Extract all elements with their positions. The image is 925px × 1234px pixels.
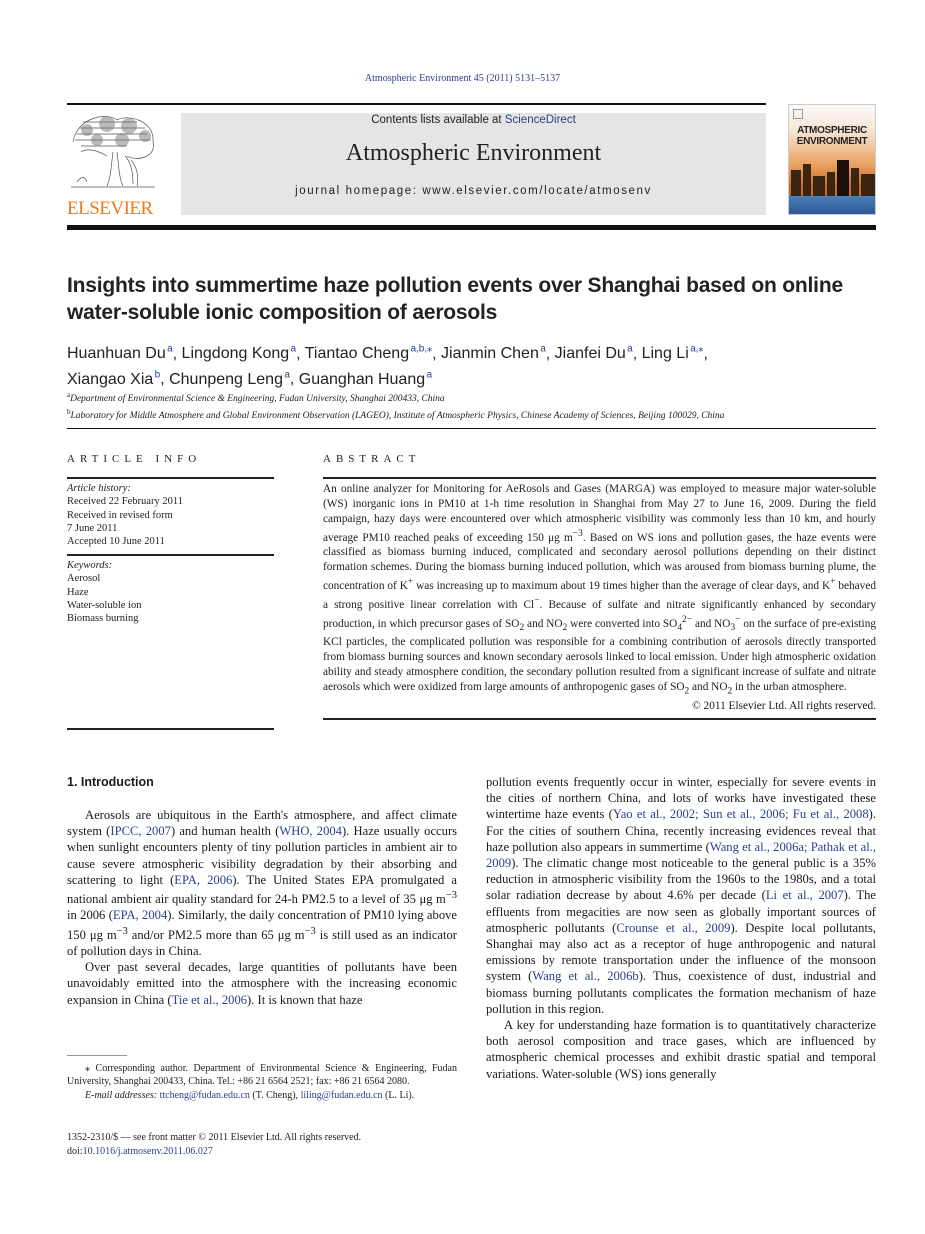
affiliation-mark: a [67, 391, 71, 399]
author-name: Guanghan Huang [298, 370, 426, 388]
citation-link[interactable]: Crounse et al., 2009 [616, 920, 731, 935]
abstract-heading: ABSTRACT [323, 453, 421, 465]
affiliation-marker[interactable]: a [167, 344, 173, 355]
author[interactable] [642, 345, 704, 362]
doi-link[interactable]: 10.1016/j.atmosenv.2011.06.027 [82, 1145, 213, 1157]
header-rule [67, 103, 766, 105]
keyword: Water-soluble ion [67, 599, 142, 611]
affiliation-marker[interactable]: b [154, 369, 161, 381]
author-name: Jianmin Chen [441, 345, 539, 363]
contents-prefix: Contents lists available at [371, 114, 505, 126]
citation-link[interactable]: EPA, 2006 [174, 872, 233, 887]
author[interactable] [555, 345, 633, 362]
author[interactable] [441, 345, 546, 362]
running-head[interactable]: Atmospheric Environment 45 (2011) 5131–5137 [364, 73, 561, 84]
journal-title: Atmospheric Environment [345, 140, 602, 166]
affiliation-mark: b [67, 408, 71, 417]
author-list: Huanhuan Du $^a$, Lingdong Kong $^a$, Tiantao Cheng $^{a,b,⁎}$, Jianmin Chen $^a$, Jianfei Du $^a$, Ling Li $^{a,⁎}$, Xiangao Xia $^b$, Chunpeng Leng $^a$, Guanghan Huang $^a$ [67, 344, 708, 388]
paragraph: Aerosols are ubiquitous in the Earth's atmosphere, and affect climate system (IPCC, 2007) and human health (WHO, 2004). Haze usually occurs when sunlight encounters plenty of tiny pollution particles in ambient air to cause severe atmospheric visibility degradation by their absorbing and scattering to light (EPA, 2006). The United States EPA promulgated a national ambient air quality standard for 24-h PM2.5 to a level of 35 μg $m^{-3}$ in 2006 (EPA, 2004). Similarly, the daily concentration of PM10 lying above 150 μg $m^{-3}$ and/or PM2.5 more than 65 μg $m^{-3}$ is still used as an indicator of pollution days in China. [67, 808, 458, 958]
divider [67, 554, 274, 556]
header-thick-rule [67, 225, 876, 230]
elsevier-tree-icon [67, 112, 159, 192]
citation-link[interactable]: Tie et al., 2006 [171, 992, 248, 1007]
journal-masthead [181, 113, 766, 215]
email-owner: (T. Cheng), [249, 1089, 301, 1101]
affiliation-a [67, 389, 877, 406]
journal-cover-thumbnail[interactable] [788, 104, 876, 215]
email-link-cheng[interactable]: ttcheng@fudan.edu.cn [159, 1089, 250, 1101]
affiliation-marker[interactable]: a [290, 344, 297, 355]
abstract-panel [323, 453, 876, 720]
cover-title [789, 125, 875, 147]
city-skyline-icon [789, 156, 876, 196]
article-info-panel [67, 453, 274, 625]
author[interactable] [67, 371, 160, 388]
keywords-label: Keywords: [67, 559, 113, 571]
citation-link[interactable]: Li et al., 2007 [765, 888, 844, 903]
body-column-left [67, 774, 457, 1008]
affiliation-marker[interactable]: a [284, 369, 290, 381]
corresponding-author-note: ⁎ Corresponding author. Department of Environmental Science & Engineering, Fudan University, Shanghai 200433, China. Tel.: +86 21 6564 2521; fax: +86 21 6564 2080. [67, 1063, 457, 1088]
affiliation-text: Laboratory for Middle Atmosphere and Global Environment Observation (LAGEO), Institute of Atmospheric Physics, Chinese Academy of Sciences, Beijing 100029, China [70, 411, 725, 422]
affiliation-marker[interactable]: a,b,⁎ [410, 344, 433, 355]
citation-link[interactable]: EPA, 2004 [112, 908, 168, 923]
author-name: Tiantao Cheng [304, 345, 410, 363]
abstract-copyright: © 2011 Elsevier Ltd. All rights reserved. [692, 700, 876, 713]
cover-water [789, 196, 876, 214]
doi-line [67, 1145, 467, 1159]
journal-homepage-link[interactable]: journal homepage: www.elsevier.com/locate/atmosenv [295, 185, 652, 197]
author-name: Xiangao Xia [67, 370, 154, 388]
author[interactable] [169, 371, 290, 388]
citation-link[interactable]: Wang et al., 2006b [532, 969, 639, 984]
issn-line: 1352-2310/$ — see front matter © 2011 Elsevier Ltd. All rights reserved. [67, 1132, 362, 1143]
footnotes [67, 1062, 457, 1102]
footnote-rule [67, 1055, 127, 1056]
history-item: Received in revised form [67, 509, 173, 521]
cover-logo-icon [793, 109, 803, 119]
author-name: Chunpeng Leng [169, 370, 283, 388]
history-item: 7 June 2011 [67, 522, 118, 534]
author[interactable] [67, 345, 173, 362]
keyword: Aerosol [67, 573, 101, 585]
history-item: Received 22 February 2011 [67, 496, 183, 508]
divider [323, 718, 876, 720]
cover-title-line2: ENVIRONMENT [796, 136, 868, 147]
history-item: Accepted 10 June 2011 [67, 536, 165, 548]
author[interactable] [305, 345, 432, 362]
author-name: Jianfei Du [554, 345, 626, 363]
citation-link[interactable]: WHO, 2004 [279, 824, 342, 839]
email-owner: (L. Li). [382, 1089, 415, 1101]
affiliation-marker[interactable]: a [540, 344, 546, 355]
affiliations [67, 389, 877, 423]
section-heading-introduction: 1. Introduction [67, 775, 154, 789]
divider [67, 477, 274, 479]
citation-link[interactable]: Yao et al., 2002; Sun et al., 2006; Fu et al., 2008 [612, 807, 869, 822]
author[interactable] [182, 345, 297, 362]
cover-title-line1: ATMOSPHERIC [797, 125, 867, 136]
keyword: Haze [67, 586, 89, 598]
author-name: Lingdong Kong [181, 345, 290, 363]
issn-doi-block [67, 1131, 467, 1158]
affiliation-text: Department of Environmental Science & Engineering, Fudan University, Shanghai 200433, China [70, 394, 445, 405]
abstract-text: An online analyzer for Monitoring for AeRosols and Gases (MARGA) was employed to measure major water-soluble (WS) inorganic ions in PM10 at 1-h time resolution in Shanghai from May 27 to June 16, 2009. During the field campaign, hazy days were encountered over which atmospheric visibility was commonly less than 10 km, and hourly average PM10 reached peaks of exceeding 150 μg $m^{-3}$. Based on WS ions and pollution gases, the haze events were classified as biomass burning induced, complicated and secondary aerosol pollutions depending on their distinct formation schemes. During the biomass burning induced pollution, which was aroused from biomass burning plume, the concentration of K+ was increasing up to maximum about 19 times higher than the average of clear days, and K+ behaved a strong positive linear correlation with Cl−. Because of sulfate and nitrate significantly enhanced by secondary production, in which precursor gases of $SO_2$ and $NO_2$ were converted into $SO_4^{2-}$ and $NO_3^-$ on the surface of pre-existing KCl particles, the complicated pollution was responsible for a combining contribution of aerosols directly transported from biomass burning sources and known secondary aerosols linked to local emission. Under high atmospheric oxidation ability and steady atmosphere condition, the secondary pollution resulted from a significant increase of sulfate and nitrate aerosols which were oxidized from large amounts of anthropogenic gases of $SO_2$ and $NO_2$ in the urban atmosphere. [323, 483, 876, 697]
email-note [67, 1089, 457, 1102]
paragraph: pollution events frequently occur in winter, especially for severe events in the cities of northern China, and lots of works have investigated these wintertime haze events (Yao et al., 2002; Sun et al., 2006; Fu et al., 2008). For the cities of southern China, recently increasing evidences reveal that haze pollution also appears in summertime (Wang et al., 2006a; Pathak et al., 2009). The climatic change most noticeable to the general public is a 35% reduction in atmospheric visibility from the 1960s to the 1980s, and a total solar radiation decrease by about 4.6% per decade (Li et al., 2007). The effluents from megacities are now seen as globally important sources of atmospheric pollutants (Crounse et al., 2009). Despite local pollutants, Shanghai may also act as a receptor of huge anthropogenic and natural emissions by remote transportation under the influence of the monsoon system (Wang et al., 2006b). Thus, coexistence of dust, industrial and biomass burning pollutants complicates the formation mechanism of haze pollution in this region. [486, 775, 877, 1016]
affiliation-b [67, 406, 877, 423]
paragraph: Over past several decades, large quantities of pollutants have been unavoidably emitted into the atmosphere with the increasing economic expansion in China (Tie et al., 2006). It is known that haze [67, 960, 457, 1007]
doi-label: doi: [67, 1145, 83, 1157]
affiliation-marker[interactable]: a [426, 369, 433, 381]
paragraph: A key for understanding haze formation is to quantitatively characterize both aerosol composition and trace gases, which are influenced by atmospheric chemical processes and exhibit drastic spatial and temporal variations. Water-soluble (WS) ions generally [486, 1018, 876, 1081]
section-divider [67, 428, 876, 429]
sciencedirect-link[interactable]: ScienceDirect [504, 114, 576, 126]
author-name: Ling Li [641, 345, 689, 363]
article-info-heading: ARTICLE INFO [67, 453, 202, 465]
contents-line [181, 114, 766, 126]
divider [323, 477, 876, 479]
author-name: Huanhuan Du [67, 345, 166, 363]
email-link-li[interactable]: liling@fudan.edu.cn [300, 1089, 383, 1101]
history-label: Article history: [67, 483, 131, 494]
citation-link[interactable]: Wang et al., 2006a; Pathak et al., 2009 [486, 839, 876, 871]
body-column-right [486, 774, 876, 1082]
affiliation-marker[interactable]: a,⁎ [690, 344, 704, 355]
article-title: Insights into summertime haze pollution events over Shanghai based on online water-soluble ionic composition of aerosols [67, 274, 843, 324]
email-label: E-mail addresses: [85, 1089, 160, 1101]
divider [67, 728, 274, 730]
author[interactable] [299, 371, 432, 388]
affiliation-marker[interactable]: a [627, 344, 633, 355]
citation-link[interactable]: IPCC, 2007 [110, 824, 171, 839]
elsevier-logo[interactable] [67, 112, 159, 219]
keyword: Biomass burning [67, 613, 139, 625]
elsevier-wordmark: ELSEVIER [67, 198, 153, 219]
